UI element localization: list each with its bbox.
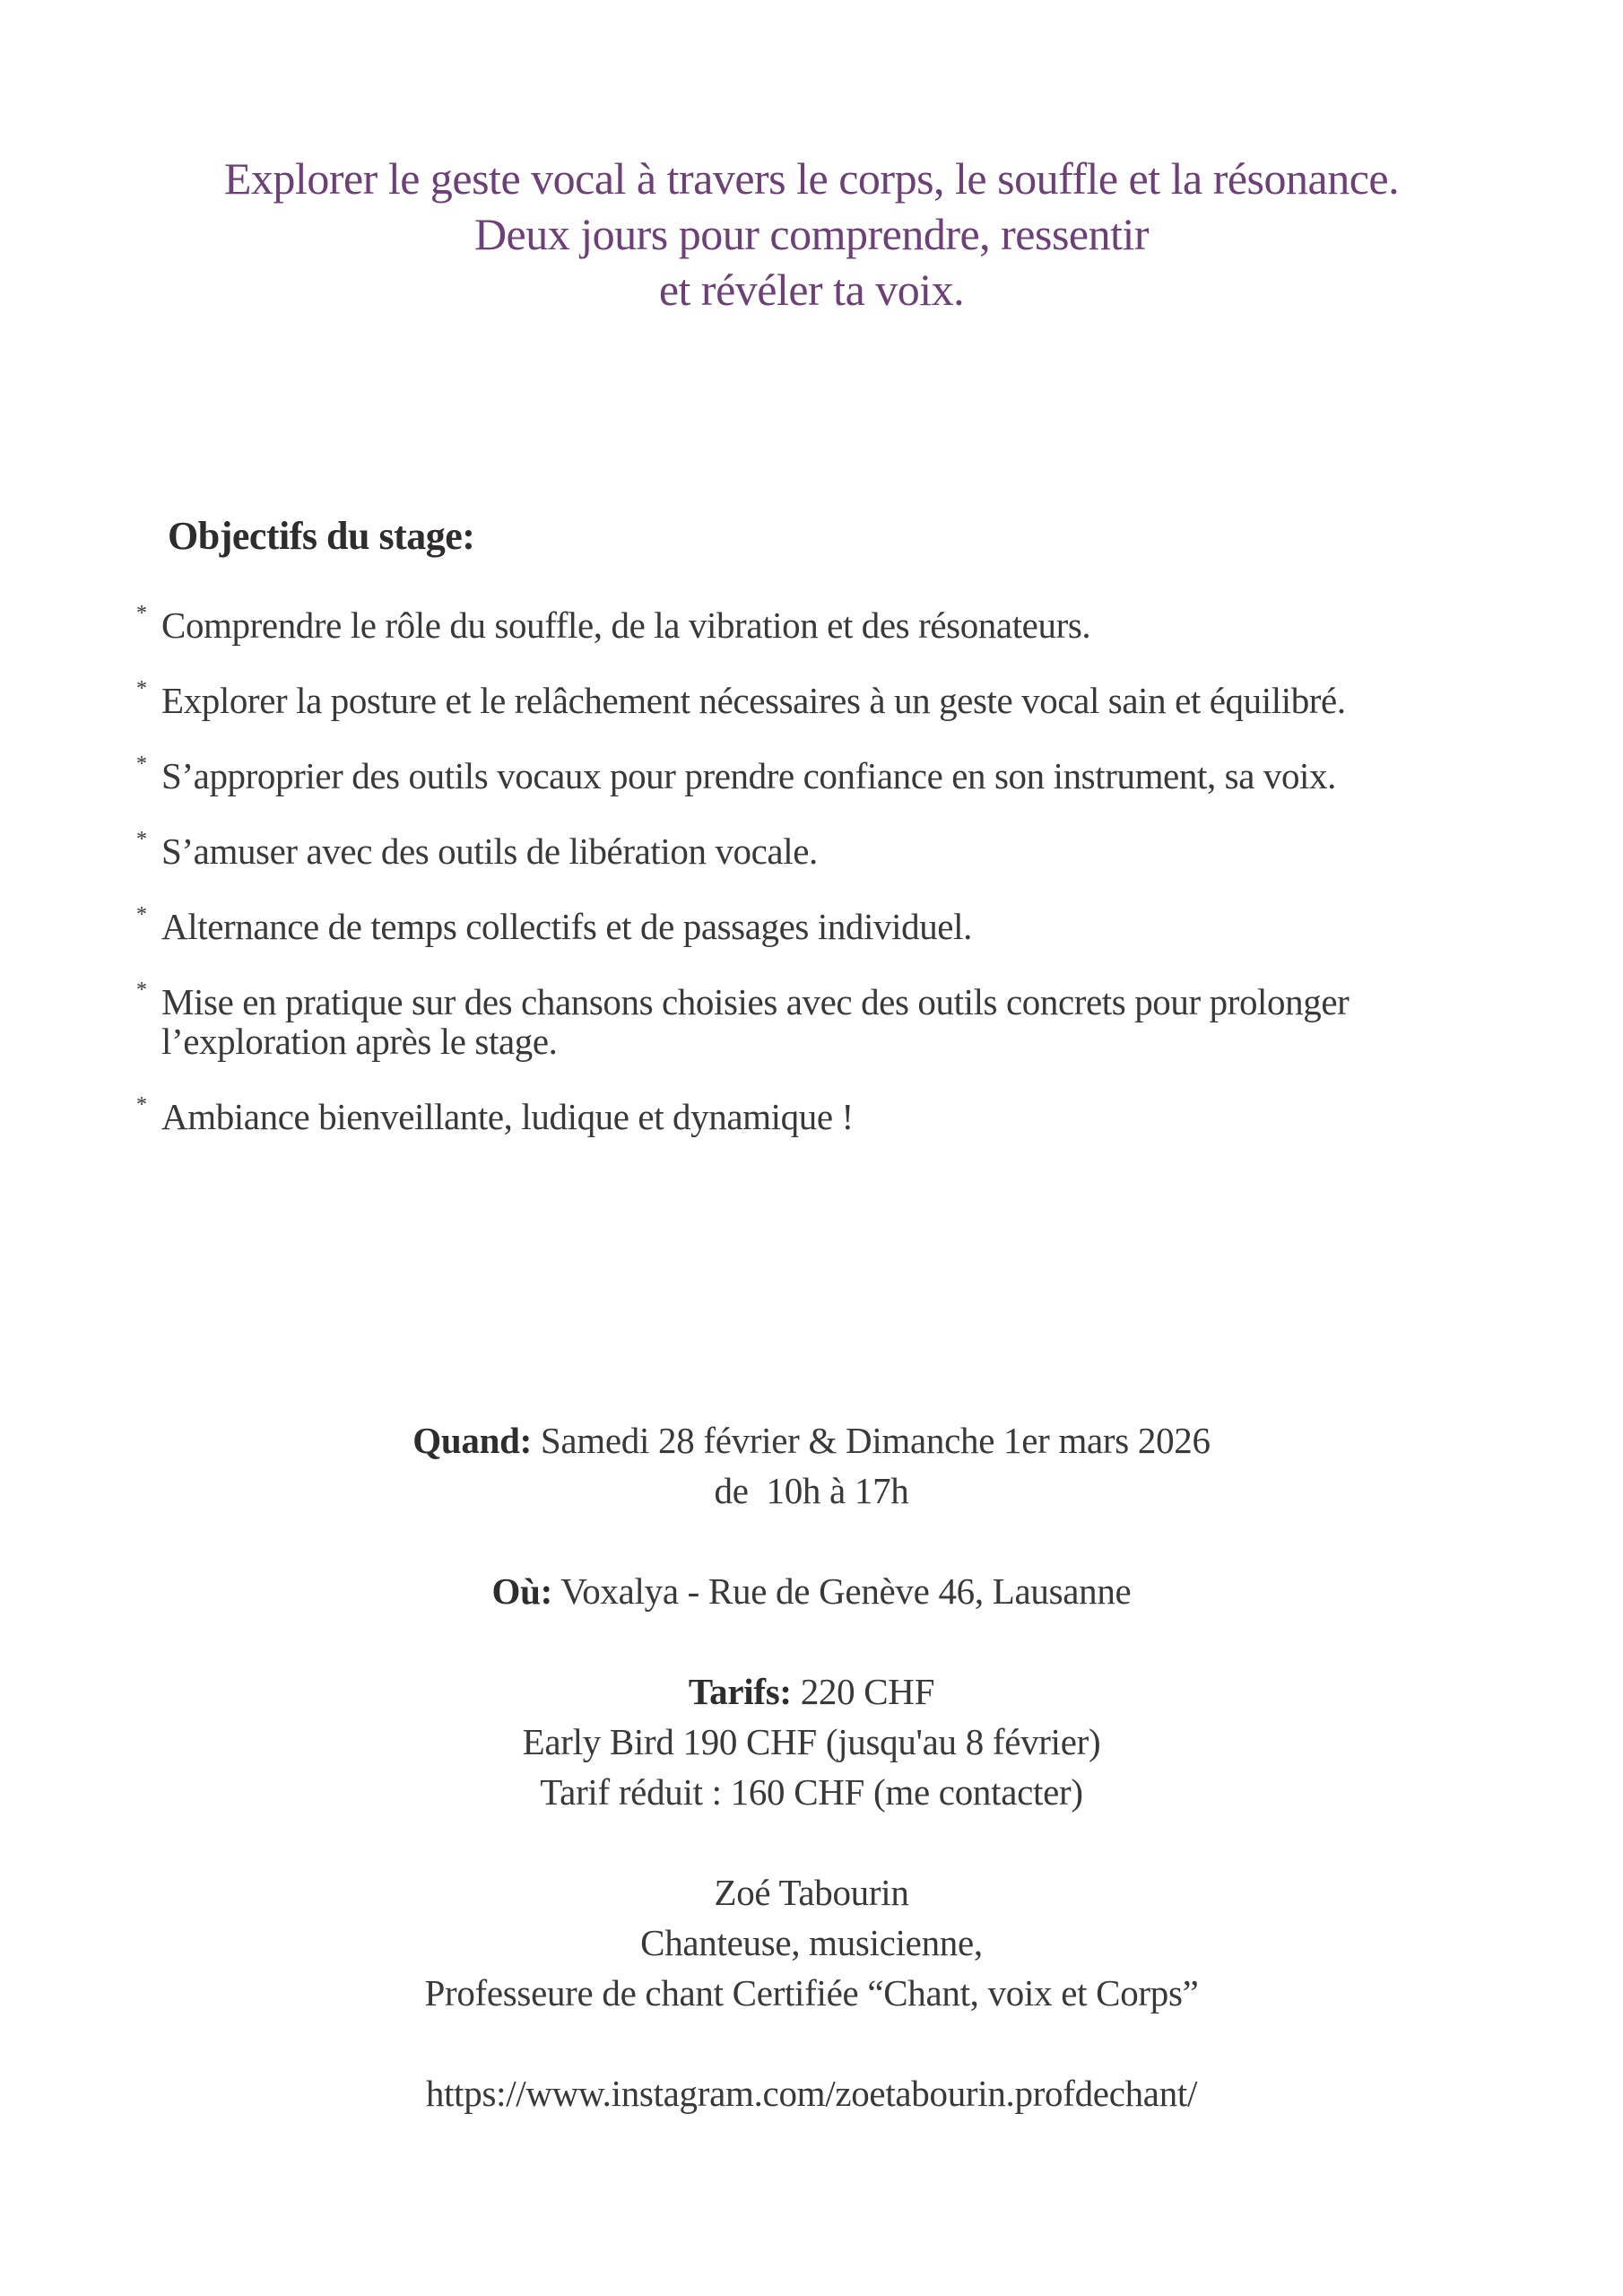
instagram-link-line — [0, 2068, 1623, 2118]
when-hours: de 10h à 17h — [714, 1470, 909, 1511]
spacer — [0, 1817, 1623, 1867]
objective-text: Mise en pratique sur des chansons choisies avec des outils concrets pour prolonger l’exploration après le stage. — [161, 981, 1350, 1062]
objectives-list — [136, 602, 1535, 1172]
prices-value: 220 CHF — [800, 1671, 935, 1712]
asterisk-bullet-icon: * — [136, 903, 147, 926]
prices-line — [0, 1666, 1623, 1717]
objective-item — [136, 828, 1535, 872]
objective-item — [136, 1093, 1535, 1137]
intro-text — [0, 151, 1623, 317]
asterisk-bullet-icon: * — [136, 677, 147, 700]
teacher-certification: Professeure de chant Certifiée “Chant, voix et Corps” — [424, 1972, 1199, 2013]
objective-item — [136, 903, 1535, 947]
objectives-title: Objectifs du stage: — [168, 514, 475, 558]
prices-label: Tarifs: — [688, 1671, 792, 1712]
teacher-role: Chanteuse, musicienne, — [640, 1922, 983, 1963]
when-value: Samedi 28 février & Dimanche 1er mars 2026 — [540, 1420, 1211, 1461]
intro-line: Explorer le geste vocal à travers le corps, le souffle et la résonance. — [223, 153, 1400, 204]
objective-text: Alternance de temps collectifs et de passages individuel. — [161, 906, 972, 947]
objective-text: Explorer la posture et le relâchement nécessaires à un geste vocal sain et équilibré. — [161, 680, 1346, 721]
spacer — [0, 2018, 1623, 2068]
reduced-price: Tarif réduit : 160 CHF (me contacter) — [540, 1771, 1083, 1813]
asterisk-bullet-icon: * — [136, 1093, 147, 1117]
intro-line: Deux jours pour comprendre, ressentir — [473, 209, 1150, 259]
objective-item — [136, 752, 1535, 796]
objective-text: Ambiance bienveillante, ludique et dynamique ! — [161, 1096, 854, 1137]
asterisk-bullet-icon: * — [136, 752, 147, 776]
asterisk-bullet-icon: * — [136, 828, 147, 851]
objective-text: S’approprier des outils vocaux pour prendre confiance en son instrument, sa voix. — [161, 755, 1336, 796]
teacher-name: Zoé Tabourin — [714, 1872, 909, 1913]
event-details — [0, 1415, 1623, 2118]
objective-item — [136, 677, 1535, 721]
asterisk-bullet-icon: * — [136, 602, 147, 625]
early-bird-price: Early Bird 190 CHF (jusqu'au 8 février) — [522, 1721, 1101, 1762]
objective-text: S’amuser avec des outils de libération vocale. — [161, 831, 818, 872]
objective-text: Comprendre le rôle du souffle, de la vibration et des résonateurs. — [161, 604, 1091, 646]
where-value: Voxalya - Rue de Genève 46, Lausanne — [560, 1570, 1132, 1612]
when-label: Quand: — [412, 1420, 532, 1461]
objective-item — [136, 978, 1535, 1062]
spacer — [0, 1516, 1623, 1566]
where-label: Où: — [491, 1570, 552, 1612]
instagram-link[interactable]: https://www.instagram.com/zoetabourin.profdechant/ — [425, 2073, 1198, 2114]
spacer — [0, 1616, 1623, 1666]
objective-item — [136, 602, 1535, 646]
where-line — [0, 1566, 1623, 1616]
when-line — [0, 1415, 1623, 1465]
asterisk-bullet-icon: * — [136, 978, 147, 1002]
intro-line: et révéler ta voix. — [658, 265, 965, 315]
